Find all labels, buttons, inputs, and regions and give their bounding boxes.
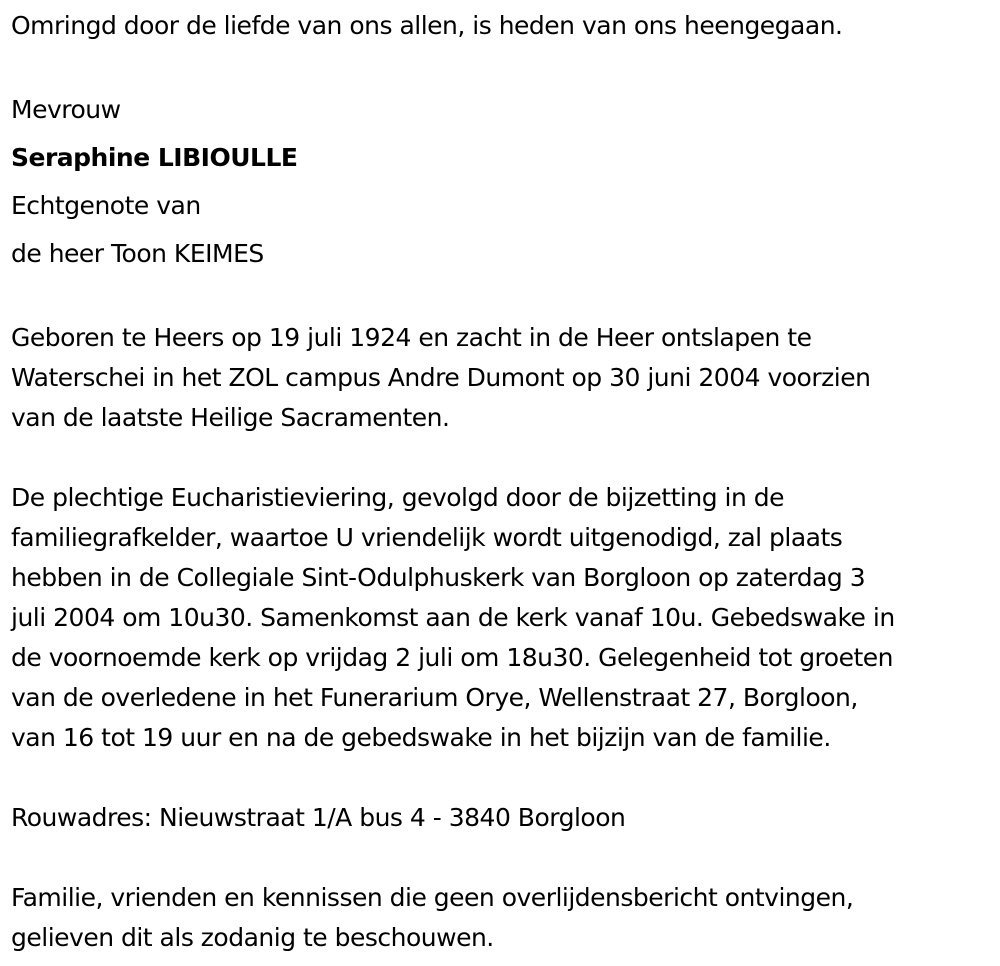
relation-label: Echtgenote van — [11, 191, 201, 220]
paragraph-line: hebben in de Collegiale Sint-Odulphuskerk van Borgloon op zaterdag 3 — [11, 563, 866, 592]
paragraph-line: van 16 tot 19 uur en na de gebedswake in het bijzijn van de familie. — [11, 723, 831, 752]
spouse-name: de heer Toon KEIMES — [11, 239, 264, 268]
paragraph-line: Geboren te Heers op 19 juli 1924 en zacht in de Heer ontslapen te — [11, 323, 812, 352]
closing-paragraph — [11, 878, 996, 958]
paragraph-line: de voornoemde kerk op vrijdag 2 juli om 18u30. Gelegenheid tot groeten — [11, 643, 893, 672]
paragraph-line: Familie, vrienden en kennissen die geen overlijdensbericht ontvingen, — [11, 883, 854, 912]
paragraph-line: gelieven dit als zodanig te beschouwen. — [11, 923, 494, 952]
spacer — [11, 758, 1000, 798]
address-paragraph — [11, 798, 996, 838]
paragraph-line: van de overledene in het Funerarium Orye, Wellenstraat 27, Borgloon, — [11, 683, 858, 712]
deceased-name: Seraphine LIBIOULLE — [11, 143, 298, 172]
deceased-block — [11, 86, 1000, 278]
spacer — [11, 278, 1000, 318]
ceremony-paragraph — [11, 478, 996, 758]
spacer — [11, 46, 1000, 86]
mourning-address: Rouwadres: Nieuwstraat 1/A bus 4 - 3840 Borgloon — [11, 803, 626, 832]
deceased-title: Mevrouw — [11, 95, 121, 124]
paragraph-line: juli 2004 om 10u30. Samenkomst aan de kerk vanaf 10u. Gebedswake in — [11, 603, 895, 632]
paragraph-line: van de laatste Heilige Sacramenten. — [11, 403, 450, 432]
opening-sentence: Omringd door de liefde van ons allen, is heden van ons heengegaan. — [11, 11, 843, 40]
spacer — [11, 438, 1000, 478]
paragraph-line: De plechtige Eucharistieviering, gevolgd door de bijzetting in de — [11, 483, 785, 512]
spacer — [11, 838, 1000, 878]
paragraph-line: familiegrafkelder, waartoe U vriendelijk wordt uitgenodigd, zal plaats — [11, 523, 843, 552]
paragraph-line: Waterschei in het ZOL campus Andre Dumont op 30 juni 2004 voorzien — [11, 363, 871, 392]
birth-death-paragraph — [11, 318, 996, 438]
